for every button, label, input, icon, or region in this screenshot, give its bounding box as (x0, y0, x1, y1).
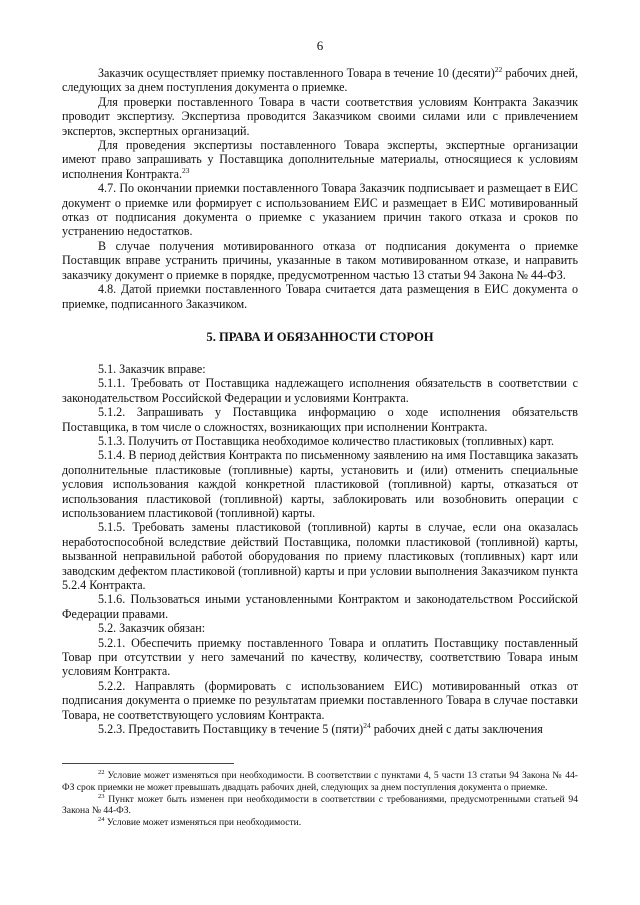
paragraph-text: 5.2.2. Направлять (формировать с использованием ЕИС) мотивированный отказ от подписания документа о приемке по результатам приемки поставленного Товара в случае поставки Товара, не соответствующего условиям Контракта. (62, 678, 578, 722)
footnote-separator (62, 763, 234, 764)
paragraph-text: 5.1.2. Запрашивать у Поставщика информацию о ходе исполнения обязательств Поставщика, в том числе о сложностях, возникающих при исполнении Контракта. (62, 405, 578, 434)
footnote-reference: 23 (181, 165, 190, 175)
paragraph-text: 5.1.5. Требовать замены пластиковой (топливной) карты в случае, если она оказалась неработоспособной вследствие действий Поставщика, поломки пластиковой (топливной) карты, вызванной неправильной работой оборудования по приему пластиковых (топливных) карт или заводским дефектом пластиковой (топливной) карты и при условии выполнения Заказчиком пункта 5.2.4 Контракта. (62, 520, 578, 592)
paragraph-text: Для проведения экспертизы поставленного Товара эксперты, экспертные организации имеют право запрашивать у Поставщика дополнительные материалы, относящиеся к условиям исполнения Контракта. (62, 138, 578, 181)
paragraph-text: Заказчик осуществляет приемку поставленного Товара в течение 10 (десяти) (98, 66, 495, 80)
footnote-mark: 24 (98, 816, 105, 823)
footnote (62, 817, 578, 829)
footnote (62, 770, 578, 794)
clause-paragraph (62, 405, 578, 434)
paragraph (62, 282, 578, 311)
paragraph (62, 239, 578, 282)
paragraph-text: 5.1.1. Требовать от Поставщика надлежащего исполнения обязательств в соответствии с законодательством Российской Федерации и условиями Контракта. (62, 376, 578, 405)
paragraph (62, 138, 578, 181)
clause-paragraph (62, 679, 578, 722)
clause-paragraph (62, 722, 578, 736)
paragraph-text: Для проверки поставленного Товара в части соответствия условиям Контракта Заказчик проводит экспертизу. Экспертиза проводится Заказчиком своими силами или с привлечением экспертов, экспертных организаций. (62, 94, 578, 138)
footnote-reference: 22 (494, 64, 503, 74)
clause-paragraph (62, 520, 578, 592)
paragraph-text: рабочих дней с даты заключения (370, 722, 543, 737)
paragraph-text: 4.8. Датой приемки поставленного Товара считается дата размещения в ЕИС документа о приемке, подписанного Заказчиком. (62, 282, 578, 311)
paragraph-text: 5.1.6. Пользоваться иными установленными Контрактом и законодательством Российской Федерации правами. (62, 592, 578, 621)
footnote-mark: 22 (98, 768, 105, 776)
footnote-text: Пункт может быть изменен при необходимости в соответствии с требованиями, предусмотренными статьей 94 Закона № 44-ФЗ. (62, 793, 578, 817)
paragraph (62, 95, 578, 138)
document-body (62, 66, 578, 736)
paragraph-text: 5.2.1. Обеспечить приемку поставленного Товара и оплатить Поставщику поставленный Товар при отсутствии у него замечаний по качеству, количеству, соответствию Товара иным условиям Контракта. (62, 635, 578, 679)
paragraph (62, 66, 578, 95)
footnote-mark: 23 (98, 792, 105, 800)
paragraph-text: рабочих дней, следующих за днем поступления документа о приемке. (62, 66, 578, 95)
section-5-clauses (62, 362, 578, 737)
footnote-reference: 24 (363, 721, 371, 731)
clause-paragraph (62, 434, 578, 448)
clause-paragraph (62, 362, 578, 376)
paragraph-text: 5.1.4. В период действия Контракта по письменному заявлению на имя Поставщика заказать дополнительные пластиковые (топливные) карты, установить и (или) отменить специальные условия использования каждой конкретной пластиковой (топливной) карты, отказаться от использования пластиковой (топливной) карты, заблокировать или возобновить операции с использованием пластиковой (топливной) карты. (62, 448, 578, 520)
clause-paragraph (62, 636, 578, 679)
paragraph-text: 5.1.3. Получить от Поставщика необходимое количество пластиковых (топливных) карт. (98, 433, 554, 448)
footnotes (62, 770, 578, 829)
clause-paragraph (62, 592, 578, 621)
clause-paragraph (62, 448, 578, 520)
paragraph (62, 181, 578, 239)
footnote-text: Условие может изменяться при необходимости. (104, 817, 302, 829)
acceptance-clauses (62, 66, 578, 311)
paragraph-text: 5.2. Заказчик обязан: (98, 621, 206, 636)
paragraph-text: 5.2.3. Предоставить Поставщику в течение 5 (пяти) (98, 722, 364, 737)
page-number: 6 (316, 38, 324, 53)
footnote (62, 794, 578, 818)
clause-paragraph (62, 621, 578, 635)
footnote-text: Условие может изменяться при необходимости. В соответствии с пунктами 4, 5 части 13 статьи 94 Закона № 44-ФЗ срок приемки не может превышать двадцать рабочих дней, следующих за днем поступления документа о приемке. (62, 770, 578, 793)
section-heading: 5. ПРАВА И ОБЯЗАННОСТИ СТОРОН (206, 329, 434, 344)
paragraph-text: 5.1. Заказчик вправе: (98, 361, 206, 376)
paragraph-text: 4.7. По окончании приемки поставленного Товара Заказчик подписывает и размещает в ЕИС документ о приемке или формирует с использованием ЕИС и размещает в ЕИС мотивированный отказ от подписания документа о приемке с указанием причин такого отказа и сроков по устранению недостатков. (62, 181, 578, 239)
clause-paragraph (62, 376, 578, 405)
paragraph-text: В случае получения мотивированного отказа от подписания документа о приемке Поставщик вправе устранить причины, указанные в таком мотивированном отказе, и направить заказчику документ о приемке в порядке, предусмотренном частью 13 статьи 94 Закона № 44-ФЗ. (62, 238, 578, 282)
